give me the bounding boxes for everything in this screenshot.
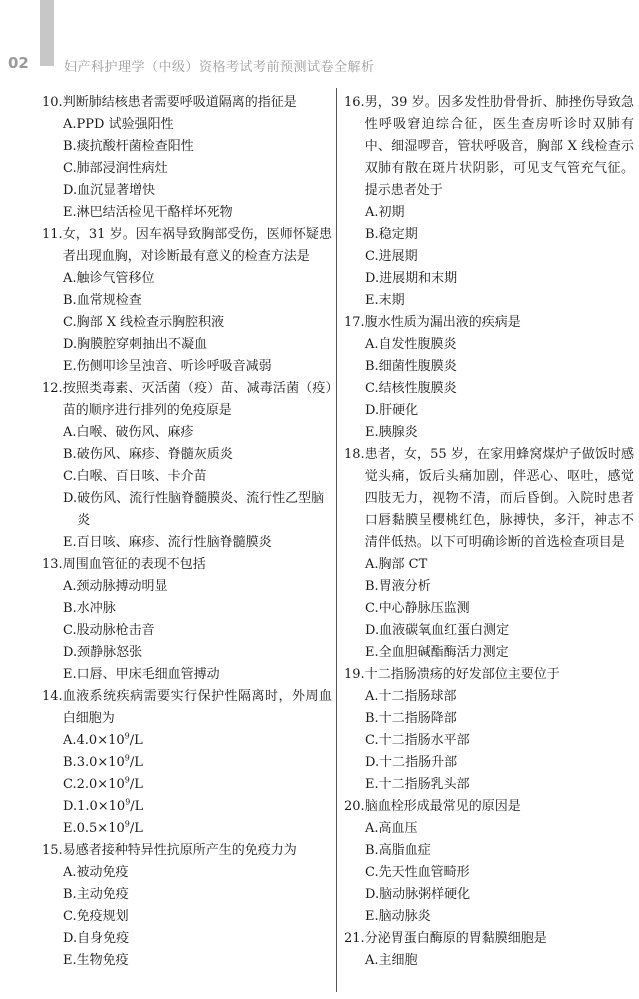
answer-option [42, 620, 332, 642]
question-text: 十二指肠溃疡的好发部位主要位于 [364, 667, 560, 682]
answer-option [42, 356, 332, 378]
option-text [77, 466, 332, 488]
option-key: A. [63, 579, 77, 594]
option-key: B. [63, 293, 77, 308]
option-unit: /L [129, 755, 143, 770]
question-number: 20. [344, 799, 365, 814]
option-text-main: 水冲脉 [76, 601, 116, 616]
question-stem [344, 928, 634, 950]
question-number: 11. [42, 227, 63, 242]
answer-option [344, 576, 634, 598]
option-text-main: PPD 试验强阳性 [76, 117, 174, 132]
option-text [77, 488, 332, 532]
option-text [77, 290, 332, 312]
answer-option [42, 136, 332, 158]
option-text-main: 生物免疫 [76, 953, 129, 968]
answer-option [344, 840, 634, 862]
option-key: E. [365, 293, 379, 308]
option-key: D. [63, 183, 78, 198]
option-text-main: 全血胆碱酯酶活力测定 [378, 645, 509, 660]
question-text: 脑血栓形成最常见的原因是 [364, 799, 521, 814]
option-key: C. [365, 249, 379, 264]
option-key: A. [365, 821, 379, 836]
option-text [379, 840, 634, 862]
question-13 [42, 554, 332, 686]
option-text-main: 十二指肠球部 [378, 689, 457, 704]
option-text [77, 950, 332, 972]
question-10 [42, 92, 332, 224]
question-stem [344, 444, 634, 554]
question-text: 判断肺结核患者需要呼吸道隔离的指征是 [62, 95, 297, 110]
option-text-main: 胸部 X 线检查示胸腔积液 [76, 315, 225, 330]
answer-option [42, 664, 332, 686]
answer-option [42, 752, 332, 774]
option-text-main: 脑动脉炎 [378, 909, 431, 924]
question-11 [42, 224, 332, 378]
question-stem [42, 92, 332, 114]
answer-option [344, 554, 634, 576]
question-number: 15. [42, 843, 63, 858]
option-text-main: 高脂血症 [378, 843, 431, 858]
answer-option [42, 158, 332, 180]
question-number: 13. [42, 557, 63, 572]
option-key: C. [63, 469, 77, 484]
option-key: B. [365, 359, 379, 374]
option-key: D. [63, 491, 78, 506]
option-text-main: 胰腺炎 [378, 425, 418, 440]
question-15 [42, 840, 332, 972]
answer-option [344, 268, 634, 290]
option-text [77, 444, 332, 466]
option-text [379, 884, 634, 906]
question-number: 16. [344, 95, 365, 110]
option-text [77, 576, 332, 598]
option-text [379, 224, 634, 246]
question-number: 14. [42, 689, 63, 704]
answer-option [344, 246, 634, 268]
option-text-main: 胸部 CT [378, 557, 428, 572]
option-text-main: 胃液分析 [378, 579, 431, 594]
option-text-main: 高血压 [378, 821, 418, 836]
answer-option [42, 642, 332, 664]
option-key: E. [63, 535, 77, 550]
option-text [77, 532, 332, 554]
answer-option [344, 400, 634, 422]
option-key: E. [365, 645, 379, 660]
option-key: E. [63, 821, 77, 836]
option-text-main: 自发性腹膜炎 [378, 337, 457, 352]
answer-option [42, 114, 332, 136]
answer-option [42, 488, 332, 532]
answer-option [344, 752, 634, 774]
option-key: E. [365, 425, 379, 440]
option-text-main: 细菌性腹膜炎 [378, 359, 457, 374]
option-text [77, 158, 332, 180]
option-text [379, 246, 634, 268]
option-text-main: 淋巴结活检见干酪样坏死物 [76, 205, 233, 220]
option-text-main: 4.0×10 [76, 733, 125, 748]
option-text-main: 先天性血管畸形 [378, 865, 470, 880]
option-text-main: 末期 [378, 293, 405, 308]
option-text [379, 686, 634, 708]
option-text-main: 初期 [378, 205, 405, 220]
answer-option [344, 686, 634, 708]
question-text: 血液系统疾病需要实行保护性隔离时，外周血白细胞为 [62, 689, 332, 726]
option-unit: /L [130, 799, 144, 814]
option-text [77, 620, 332, 642]
option-key: B. [63, 755, 77, 770]
answer-option [42, 444, 332, 466]
option-key: A. [365, 953, 379, 968]
question-20 [344, 796, 634, 928]
option-text-main: 稳定期 [378, 227, 418, 242]
option-key: D. [365, 623, 380, 638]
question-14 [42, 686, 332, 840]
answer-option [344, 862, 634, 884]
option-text [379, 708, 634, 730]
option-key: E. [365, 909, 379, 924]
answer-option [344, 906, 634, 928]
question-text: 患者，女，55 岁，在家用蜂窝煤炉子做饭时感觉头痛，饭后头痛加剧，伴恶心、呕吐，感觉四肢无力，视物不清，而后昏倒。入院时患者口唇黏膜呈樱桃红色，脉搏快，多汗，神志不清伴低热。以下可明确诊断的首选检查项目是 [364, 447, 634, 550]
answer-option [344, 224, 634, 246]
option-text [77, 136, 332, 158]
answer-option [42, 422, 332, 444]
option-text [77, 180, 332, 202]
question-number: 19. [344, 667, 365, 682]
option-text-main: 肝硬化 [379, 403, 419, 418]
option-text-main: 结核性腹膜炎 [378, 381, 457, 396]
page-number: 02 [8, 54, 29, 72]
option-text [77, 312, 332, 334]
option-key: B. [63, 447, 77, 462]
option-text [77, 356, 332, 378]
option-text [379, 554, 634, 576]
option-text-main: 1.0×10 [77, 799, 126, 814]
option-key: A. [63, 733, 77, 748]
answer-option [42, 180, 332, 202]
option-text-main: 破伤风、麻疹、脊髓灰质炎 [76, 447, 233, 462]
answer-option [344, 708, 634, 730]
option-text [77, 422, 332, 444]
option-key: C. [365, 601, 379, 616]
option-text [379, 334, 634, 356]
answer-option [42, 906, 332, 928]
answer-option [344, 202, 634, 224]
option-key: C. [365, 733, 379, 748]
question-number: 10. [42, 95, 63, 110]
option-text-main: 中心静脉压监测 [378, 601, 470, 616]
option-text-main: 肺部浸润性病灶 [76, 161, 168, 176]
option-unit: /L [129, 777, 143, 792]
option-key: D. [63, 799, 78, 814]
option-text-main: 颈静脉怒张 [77, 645, 143, 660]
option-text [379, 642, 634, 664]
option-text [77, 334, 332, 356]
question-stem [344, 796, 634, 818]
option-text-main: 触诊气管移位 [76, 271, 155, 286]
option-key: C. [63, 909, 77, 924]
option-text-main: 百日咳、麻疹、流行性脑脊髓膜炎 [76, 535, 272, 550]
option-text-main: 2.0×10 [76, 777, 125, 792]
option-text-main: 血常规检查 [76, 293, 142, 308]
option-text [77, 114, 332, 136]
option-exponent: 9 [124, 753, 130, 763]
answer-option [344, 730, 634, 752]
option-text [77, 884, 332, 906]
question-stem [42, 686, 332, 730]
option-key: A. [365, 337, 379, 352]
option-key: D. [63, 931, 78, 946]
option-key: E. [63, 205, 77, 220]
question-18 [344, 444, 634, 664]
option-text-main: 免疫规划 [76, 909, 129, 924]
answer-option [42, 268, 332, 290]
option-text [77, 796, 332, 818]
option-text [77, 928, 332, 950]
option-key: C. [63, 315, 77, 330]
option-text [77, 730, 332, 752]
column-divider [336, 88, 337, 992]
answer-option [344, 642, 634, 664]
answer-option [42, 796, 332, 818]
option-text [77, 818, 332, 840]
option-text-main: 破伤风、流行性脑脊髓膜炎、流行性乙型脑炎 [77, 491, 325, 528]
question-19 [344, 664, 634, 796]
answer-option [42, 862, 332, 884]
option-exponent: 9 [124, 731, 130, 741]
option-text [379, 752, 634, 774]
question-text: 女，31 岁。因车祸导致胸部受伤，医师怀疑患者出现血胸，对诊断最有意义的检查方法是 [62, 227, 332, 264]
question-stem [42, 554, 332, 576]
option-text [379, 422, 634, 444]
option-text [379, 620, 634, 642]
option-text-main: 胸膜腔穿刺抽出不凝血 [77, 337, 208, 352]
option-key: B. [365, 227, 379, 242]
option-key: A. [63, 865, 77, 880]
option-text-main: 口唇、甲床毛细血管搏动 [76, 667, 220, 682]
answer-option [344, 620, 634, 642]
option-key: E. [63, 667, 77, 682]
option-key: D. [365, 887, 380, 902]
question-text: 分泌胃蛋白酶原的胃黏膜细胞是 [364, 931, 547, 946]
option-text [379, 202, 634, 224]
option-text-main: 十二指肠乳头部 [378, 777, 470, 792]
question-stem [42, 378, 332, 422]
option-key: C. [365, 381, 379, 396]
option-key: A. [63, 117, 77, 132]
option-key: D. [63, 645, 78, 660]
option-text-main: 白喉、破伤风、麻疹 [76, 425, 194, 440]
question-text: 易感者接种特异性抗原所产生的免疫力为 [62, 843, 297, 858]
option-text [77, 598, 332, 620]
option-text-main: 进展期和末期 [379, 271, 458, 286]
answer-option [42, 290, 332, 312]
answer-option [344, 356, 634, 378]
answer-option [344, 378, 634, 400]
option-text [77, 642, 332, 664]
question-number: 18. [344, 447, 365, 462]
answer-option [344, 774, 634, 796]
answer-option [42, 928, 332, 950]
option-key: D. [63, 337, 78, 352]
option-text [379, 906, 634, 928]
option-key: D. [365, 271, 380, 286]
option-key: B. [63, 887, 77, 902]
answer-option [344, 950, 634, 972]
answer-option [344, 598, 634, 620]
option-text [77, 664, 332, 686]
question-17 [344, 312, 634, 444]
option-text-main: 白喉、百日咳、卡介苗 [76, 469, 207, 484]
option-key: A. [63, 425, 77, 440]
left-column [42, 92, 332, 972]
option-text [77, 752, 332, 774]
option-key: A. [365, 205, 379, 220]
option-key: B. [365, 711, 379, 726]
option-text-main: 血沉显著增快 [77, 183, 156, 198]
option-text [77, 202, 332, 224]
answer-option [42, 202, 332, 224]
answer-option [42, 466, 332, 488]
option-text-main: 3.0×10 [76, 755, 125, 770]
option-text-main: 血液碳氧血红蛋白测定 [379, 623, 510, 638]
answer-option [42, 950, 332, 972]
option-text-main: 0.5×10 [76, 821, 125, 836]
option-text-main: 被动免疫 [76, 865, 129, 880]
book-title: 妇产科护理学（中级）资格考试考前预测试卷全解析 [64, 60, 375, 75]
answer-option [42, 532, 332, 554]
right-column [344, 92, 634, 972]
answer-option [42, 884, 332, 906]
option-text [77, 862, 332, 884]
option-text-main: 股动脉枪击音 [76, 623, 155, 638]
option-text-main: 痰抗酸杆菌检查阳性 [76, 139, 194, 154]
option-text [77, 774, 332, 796]
option-text [379, 950, 634, 972]
question-text: 周围血管征的表现不包括 [62, 557, 206, 572]
answer-option [344, 334, 634, 356]
option-key: C. [365, 865, 379, 880]
option-text [379, 378, 634, 400]
question-12 [42, 378, 332, 554]
option-text [379, 290, 634, 312]
answer-option [344, 290, 634, 312]
question-number: 17. [344, 315, 365, 330]
option-text-main: 脑动脉粥样硬化 [379, 887, 471, 902]
option-exponent: 9 [124, 819, 130, 829]
option-exponent: 9 [124, 775, 130, 785]
answer-option [42, 730, 332, 752]
answer-option [344, 422, 634, 444]
option-key: A. [365, 557, 379, 572]
question-16 [344, 92, 634, 312]
option-text [379, 576, 634, 598]
option-text-main: 进展期 [378, 249, 418, 264]
option-exponent: 9 [125, 797, 131, 807]
option-key: B. [63, 601, 77, 616]
answer-option [42, 312, 332, 334]
option-text-main: 主细胞 [378, 953, 418, 968]
question-number: 12. [42, 381, 63, 396]
option-key: B. [365, 579, 379, 594]
option-text-main: 主动免疫 [76, 887, 129, 902]
option-text-main: 伤侧叩诊呈浊音、听诊呼吸音减弱 [76, 359, 272, 374]
option-key: C. [63, 161, 77, 176]
question-text: 男，39 岁。因多发性肋骨骨折、肺挫伤导致急性呼吸窘迫综合征，医生查房听诊时双肺有中、细湿啰音，管状呼吸音，胸部 X 线检查示双肺有散在斑片状阴影，可见支气管充气征。提示患者处于 [364, 95, 634, 198]
option-text-main: 十二指肠升部 [379, 755, 458, 770]
option-key: E. [63, 953, 77, 968]
option-text [379, 598, 634, 620]
answer-option [42, 774, 332, 796]
option-key: A. [63, 271, 77, 286]
question-number: 21. [344, 931, 365, 946]
option-key: C. [63, 623, 77, 638]
question-stem [42, 840, 332, 862]
option-key: E. [63, 359, 77, 374]
option-key: E. [365, 777, 379, 792]
question-stem [344, 664, 634, 686]
answer-option [344, 884, 634, 906]
question-stem [42, 224, 332, 268]
option-text-main: 十二指肠降部 [378, 711, 457, 726]
question-stem [344, 312, 634, 334]
option-key: B. [365, 843, 379, 858]
option-text-main: 自身免疫 [77, 931, 130, 946]
option-text [77, 268, 332, 290]
option-text [379, 818, 634, 840]
option-text-main: 颈动脉搏动明显 [76, 579, 168, 594]
option-key: D. [365, 403, 380, 418]
option-key: D. [365, 755, 380, 770]
option-text [379, 400, 634, 422]
answer-option [344, 818, 634, 840]
question-21 [344, 928, 634, 972]
option-text-main: 十二指肠水平部 [378, 733, 470, 748]
option-text [77, 906, 332, 928]
option-unit: /L [129, 821, 143, 836]
option-key: A. [365, 689, 379, 704]
option-text [379, 268, 634, 290]
option-text [379, 774, 634, 796]
question-stem [344, 92, 634, 202]
option-unit: /L [129, 733, 143, 748]
option-key: C. [63, 777, 77, 792]
option-text [379, 730, 634, 752]
answer-option [42, 598, 332, 620]
question-text: 按照类毒素、灭活菌（疫）苗、减毒活菌（疫）苗的顺序进行排列的免疫原是 [62, 381, 332, 418]
question-text: 腹水性质为漏出液的疾病是 [364, 315, 521, 330]
option-key: B. [63, 139, 77, 154]
answer-option [42, 818, 332, 840]
answer-option [42, 334, 332, 356]
answer-option [42, 576, 332, 598]
header-tab-bar [40, 0, 54, 66]
option-text [379, 356, 634, 378]
option-text [379, 862, 634, 884]
